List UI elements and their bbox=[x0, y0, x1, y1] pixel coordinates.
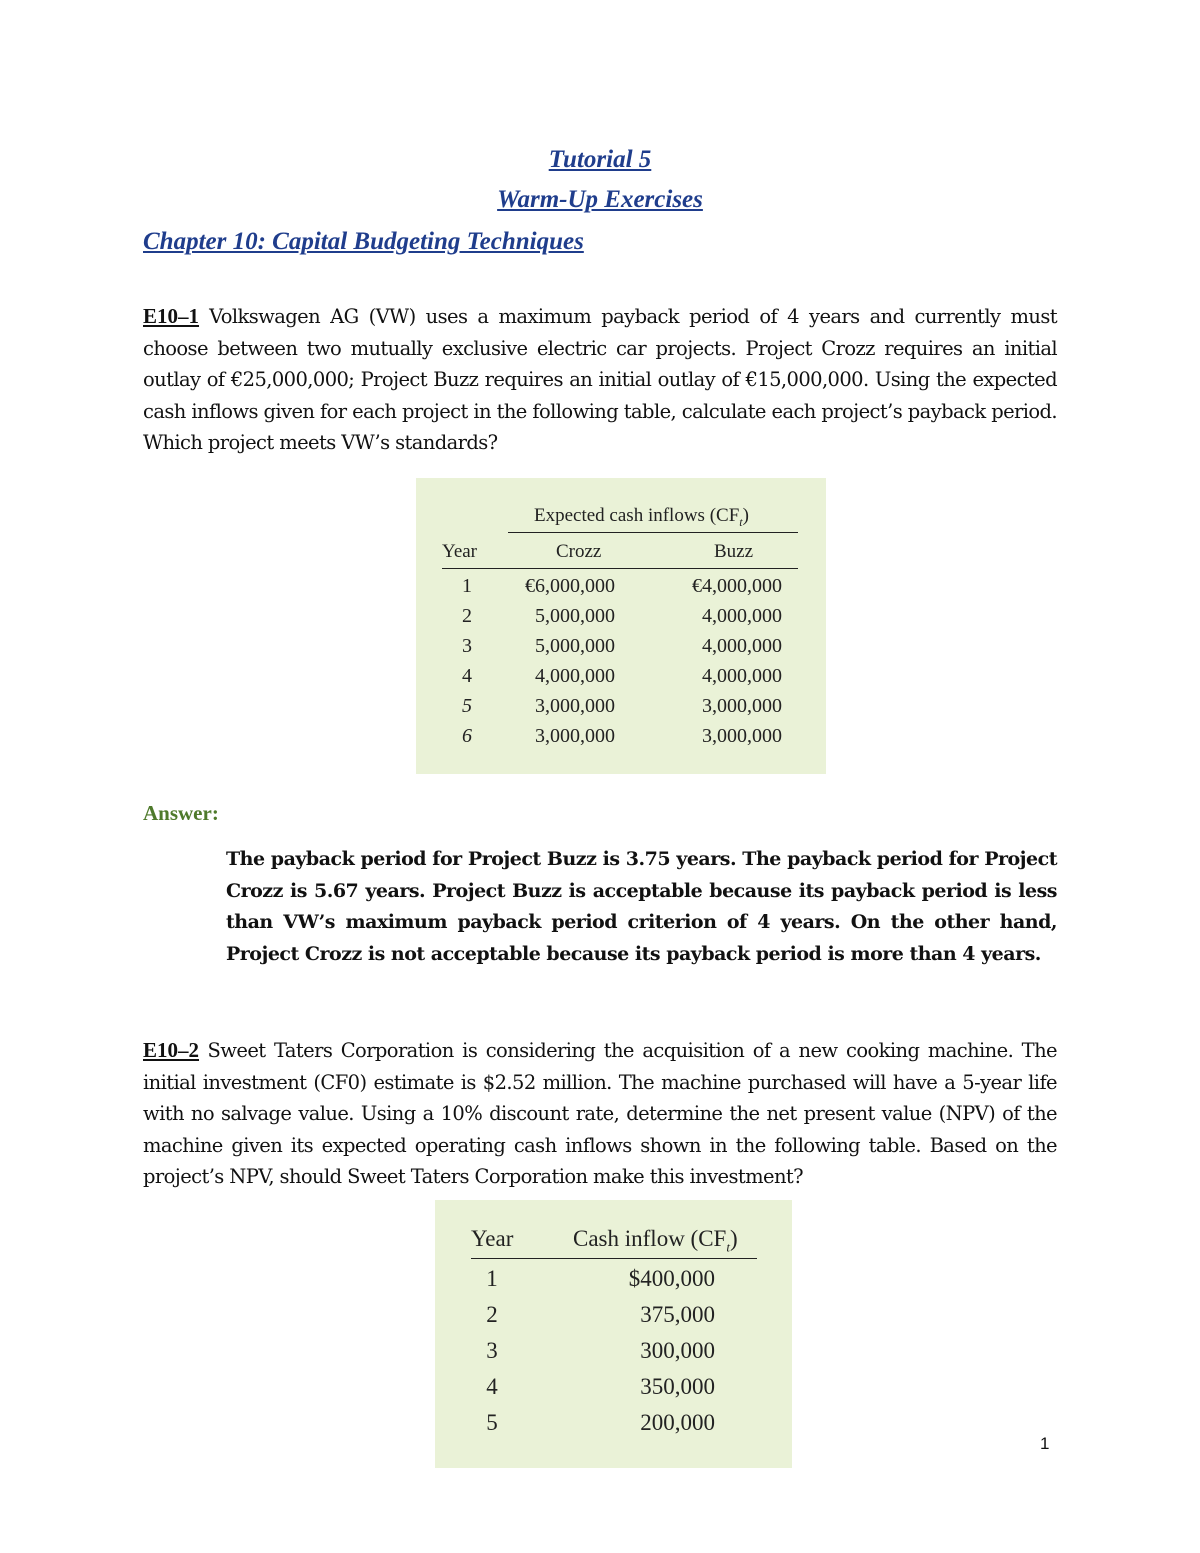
answer-text: The payback period for Project Buzz is 3.75 years. The payback period for Project Crozz is 5.67 years. Project Buzz is acceptable because its payback period is less than VW’s maximum payback period criterion of 4 years. On the other hand, Project Crozz is not acceptable because its payback period is more than 4 years. bbox=[226, 848, 1057, 965]
tutorial-title: Tutorial 5 bbox=[548, 146, 652, 173]
year-cell: 5 bbox=[486, 1410, 498, 1435]
year-cell: 4 bbox=[462, 665, 472, 687]
exercise-text: Sweet Taters Corporation is considering the acquisition of a new cooking machine. The initial investment (CF0) estimate is $2.52 million. The machine purchased will have a 5-year life with no salvage value. Using a 10% discount rate, determine the net present value (NPV) of the machine given its expected operating cash inflows shown in the following table. Based on the project’s NPV, should Sweet Taters Corporation make this investment? bbox=[143, 1039, 1057, 1188]
table-row bbox=[435, 1302, 792, 1338]
year-cell: 3 bbox=[486, 1338, 498, 1363]
table-row bbox=[435, 1374, 792, 1410]
chapter-title: Chapter 10: Capital Budgeting Techniques bbox=[143, 228, 584, 255]
cash-inflow-cell: 300,000 bbox=[640, 1338, 715, 1363]
year-cell: 2 bbox=[462, 605, 472, 627]
column-header-year: Year bbox=[471, 1226, 514, 1251]
crozz-cell: 3,000,000 bbox=[535, 725, 615, 747]
buzz-cell: 3,000,000 bbox=[702, 695, 782, 717]
table-row bbox=[416, 665, 826, 695]
buzz-cell: 3,000,000 bbox=[702, 725, 782, 747]
table-row bbox=[435, 1338, 792, 1374]
answer-label: Answer: bbox=[143, 801, 219, 825]
table-row bbox=[416, 695, 826, 725]
year-cell: 1 bbox=[486, 1266, 498, 1291]
cash-inflow-table-crozz-buzz bbox=[416, 478, 826, 774]
year-cell: 5 bbox=[462, 695, 472, 717]
crozz-cell: 5,000,000 bbox=[535, 635, 615, 657]
table-rule bbox=[442, 568, 798, 569]
table-row bbox=[416, 605, 826, 635]
crozz-cell: €6,000,000 bbox=[525, 575, 615, 597]
table-row bbox=[435, 1410, 792, 1446]
page-number: 1 bbox=[1040, 1434, 1050, 1453]
cash-inflow-cell: 200,000 bbox=[640, 1410, 715, 1435]
year-cell: 2 bbox=[486, 1302, 498, 1327]
cash-inflow-table-machine bbox=[435, 1200, 792, 1468]
crozz-cell: 3,000,000 bbox=[535, 695, 615, 717]
column-header-cash-inflow: Cash inflow $(CF_t)$ bbox=[573, 1226, 738, 1255]
year-cell: 1 bbox=[462, 575, 472, 597]
crozz-cell: 5,000,000 bbox=[535, 605, 615, 627]
exercise-e10-2 bbox=[143, 1035, 1057, 1193]
column-header-crozz: Crozz bbox=[556, 541, 602, 562]
column-header-year: Year bbox=[442, 541, 478, 562]
cash-inflow-cell: 375,000 bbox=[640, 1302, 715, 1327]
table-row bbox=[416, 635, 826, 665]
year-cell: 6 bbox=[462, 725, 472, 747]
cash-inflow-cell: 350,000 bbox=[640, 1374, 715, 1399]
table-super-header: Expected cash inflows $(CF_t)$ bbox=[534, 505, 749, 529]
table-row bbox=[416, 575, 826, 605]
table-row bbox=[435, 1266, 792, 1302]
buzz-cell: €4,000,000 bbox=[692, 575, 782, 597]
section-title: Warm-Up Exercises bbox=[497, 186, 703, 213]
cash-inflow-cell: $400,000 bbox=[628, 1266, 715, 1291]
column-header-buzz: Buzz bbox=[714, 541, 754, 562]
exercise-code: E10–2 bbox=[143, 1038, 200, 1062]
exercise-text: Volkswagen AG (VW) uses a maximum payback period of 4 years and currently must choose between two mutually exclusive electric car projects. Project Crozz requires an initial outlay of €25,000,000; Project Buzz requires an initial outlay of €15,000,000. Using the expected cash inflows given for each project in the following table, calculate each project’s payback period. Which project meets VW’s standards? bbox=[143, 305, 1057, 454]
buzz-cell: 4,000,000 bbox=[702, 665, 782, 687]
year-cell: 4 bbox=[486, 1374, 498, 1399]
exercise-code: E10–1 bbox=[143, 304, 200, 328]
table-rule bbox=[471, 1258, 757, 1259]
buzz-cell: 4,000,000 bbox=[702, 635, 782, 657]
year-cell: 3 bbox=[462, 635, 472, 657]
table-rule bbox=[508, 532, 798, 533]
buzz-cell: 4,000,000 bbox=[702, 605, 782, 627]
exercise-e10-1 bbox=[143, 301, 1057, 459]
table-row bbox=[416, 725, 826, 755]
crozz-cell: 4,000,000 bbox=[535, 665, 615, 687]
